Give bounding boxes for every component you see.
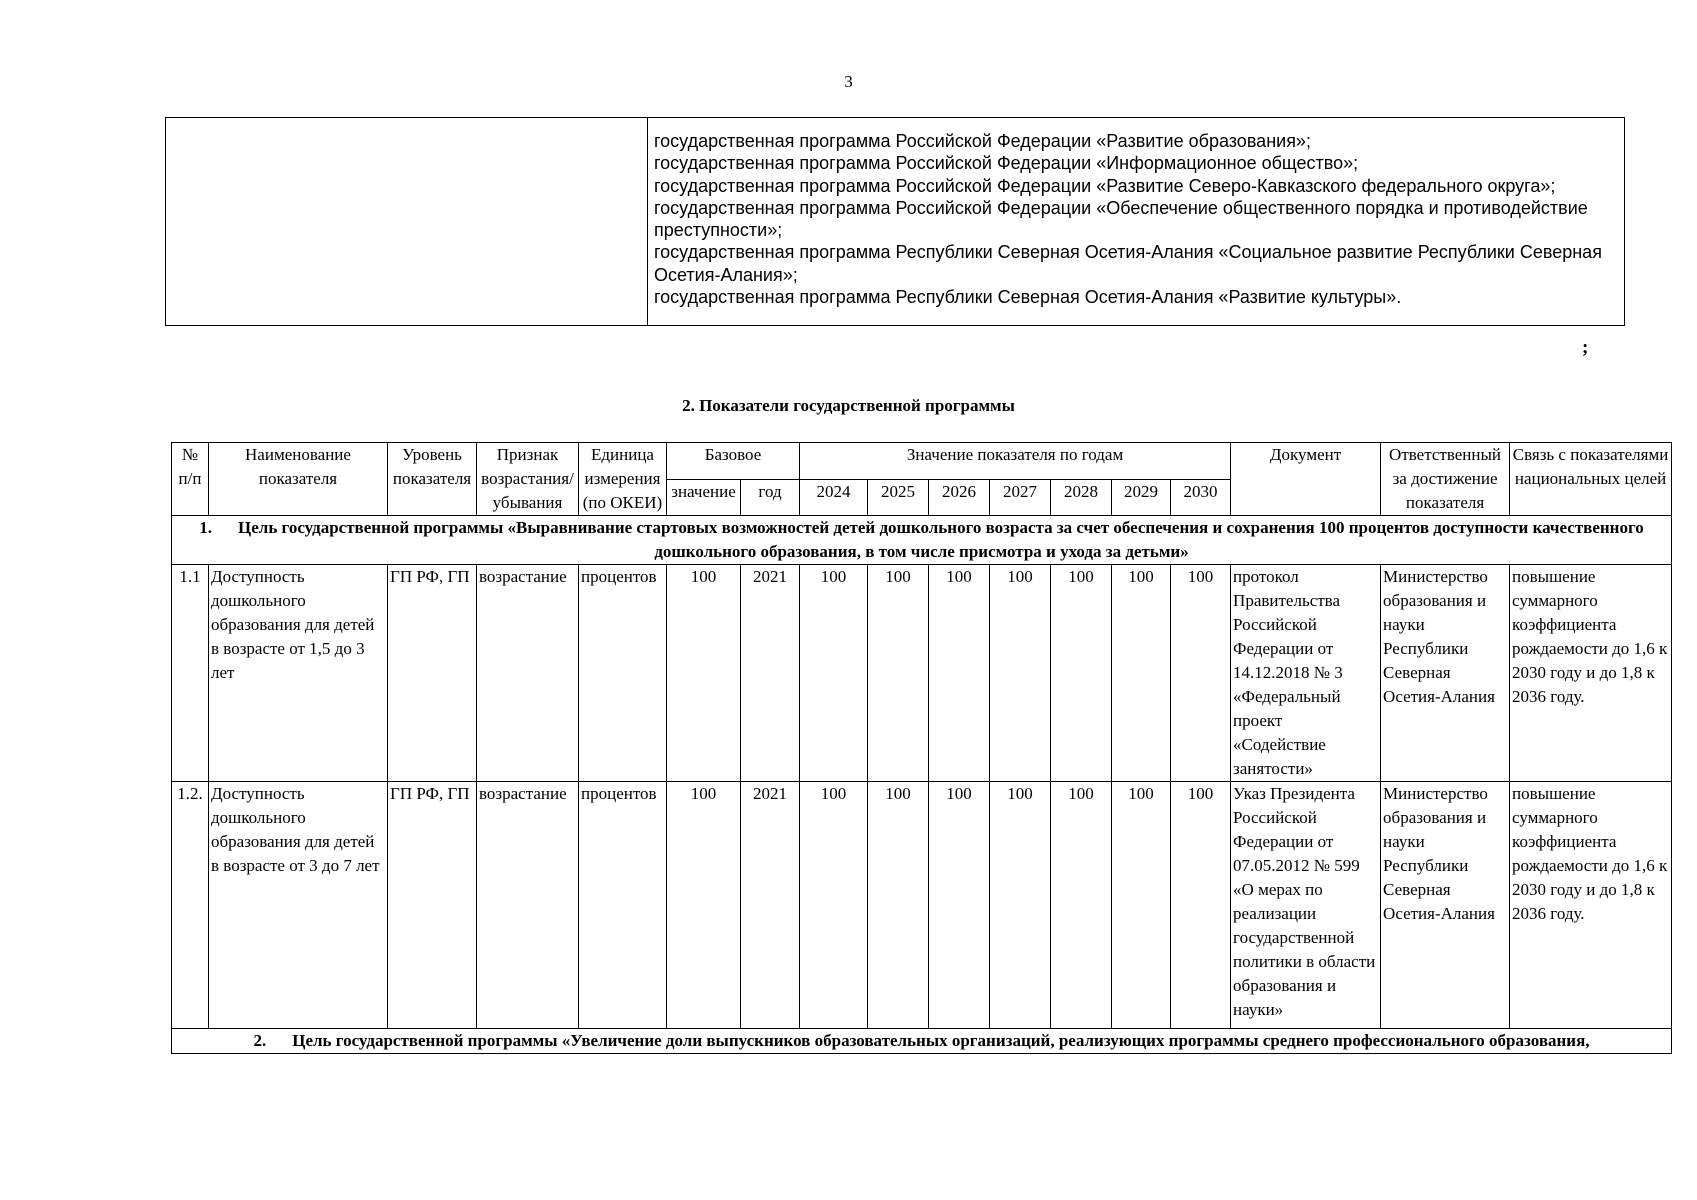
goal-number: 2. [253,1031,267,1050]
goal-text: Цель государственной программы «Увеличение доли выпускников образовательных организаций, реализующих программы среднего профессионального образования, [292,1031,1590,1050]
goal-1-cell [172,516,1672,565]
goal-number: 1. [199,518,213,537]
program-line: государственная программа Российской Федерации «Обеспечение общественного порядка и противодействие преступности»; [654,197,1588,241]
row-base-year: 2021 [741,782,800,1029]
row-document: Указ Президента Российской Федерации от 07.05.2012 № 599 «О мерах по реализации государственной политики в области образования и науки» [1231,782,1381,1029]
goal-row [172,1029,1672,1054]
row-document: протокол Правительства Российской Федерации от 14.12.2018 № 3 «Федеральный проект «Содействие занятости» [1231,565,1381,782]
header-year: 2024 [800,479,868,516]
row-value: 100 [800,565,868,782]
header-responsible: Ответственный за достижение показателя [1381,443,1510,516]
header-unit: Единица измерения (по ОКЕИ) [579,443,667,516]
header-year: 2026 [929,479,990,516]
header-base: Базовое [667,443,800,480]
row-value: 100 [990,565,1051,782]
section-title: 2. Показатели государственной программы [682,396,1015,415]
row-level: ГП РФ, ГП [388,782,477,1029]
trailing-semicolon: ; [1582,337,1589,358]
row-sign: возрастание [477,782,579,1029]
row-num: 1.2. [172,782,209,1029]
empty-left-cell [166,118,648,326]
goal-row [172,516,1672,565]
header-values-by-year: Значение показателя по годам [800,443,1231,480]
goal-2-cell [172,1029,1672,1054]
row-value: 100 [929,565,990,782]
row-value: 100 [800,782,868,1029]
header-level: Уровень показателя [388,443,477,516]
related-programs-table [165,117,1625,326]
row-num: 1.1 [172,565,209,782]
program-line: государственная программа Российской Федерации «Развитие образования»; [654,131,1311,151]
header-year: 2027 [990,479,1051,516]
header-link: Связь с показателями национальных целей [1510,443,1672,516]
table-row [172,565,1672,782]
row-responsible: Министерство образования и науки Республики Северная Осетия-Алания [1381,565,1510,782]
row-value: 100 [1112,782,1171,1029]
row-value: 100 [929,782,990,1029]
goal-text: Цель государственной программы «Выравнивание стартовых возможностей детей дошкольного возраста за счет обеспечения и сохранения 100 процентов доступности качественного дошкольного образования, в том числе присмотра и ухода за детьми» [238,518,1644,561]
row-unit: процентов [579,565,667,782]
row-value: 100 [1112,565,1171,782]
row-value: 100 [868,565,929,782]
row-sign: возрастание [477,565,579,782]
header-document: Документ [1231,443,1381,516]
header-base-value: значение [667,479,741,516]
header-year: 2029 [1112,479,1171,516]
header-name: Наименование показателя [209,443,388,516]
row-base-value: 100 [667,565,741,782]
row-name: Доступность дошкольного образования для детей в возрасте от 3 до 7 лет [209,782,388,1029]
program-line: государственная программа Российской Федерации «Развитие Северо-Кавказского федерального округа»; [654,175,1556,196]
table-row [172,782,1672,1029]
indicators-table [171,442,1672,1054]
program-line: государственная программа Республики Северная Осетия-Алания «Социальное развитие Республики Северная Осетия-Алания»; [654,242,1602,285]
header-base-year: год [741,479,800,516]
row-value: 100 [1171,782,1231,1029]
header-year: 2030 [1171,479,1231,516]
header-year: 2025 [868,479,929,516]
related-programs-cell [648,118,1625,326]
row-value: 100 [868,782,929,1029]
row-link: повышение суммарного коэффициента рождаемости до 1,6 к 2030 году и до 1,8 к 2036 году. [1510,565,1672,782]
row-base-value: 100 [667,782,741,1029]
row-value: 100 [990,782,1051,1029]
header-year: 2028 [1051,479,1112,516]
header-sign: Признак возрастания/ убывания [477,443,579,516]
header-num: № п/п [172,443,209,516]
row-base-year: 2021 [741,565,800,782]
row-value: 100 [1051,782,1112,1029]
row-value: 100 [1051,565,1112,782]
program-line: государственная программа Российской Федерации «Информационное общество»; [654,153,1359,174]
row-unit: процентов [579,782,667,1029]
page-number: 3 [844,72,853,91]
row-value: 100 [1171,565,1231,782]
row-link: повышение суммарного коэффициента рождаемости до 1,6 к 2030 году и до 1,8 к 2036 году. [1510,782,1672,1029]
row-responsible: Министерство образования и науки Республики Северная Осетия-Алания [1381,782,1510,1029]
program-line: государственная программа Республики Северная Осетия-Алания «Развитие культуры». [654,287,1402,308]
row-level: ГП РФ, ГП [388,565,477,782]
row-name: Доступность дошкольного образования для детей в возрасте от 1,5 до 3 лет [209,565,388,782]
